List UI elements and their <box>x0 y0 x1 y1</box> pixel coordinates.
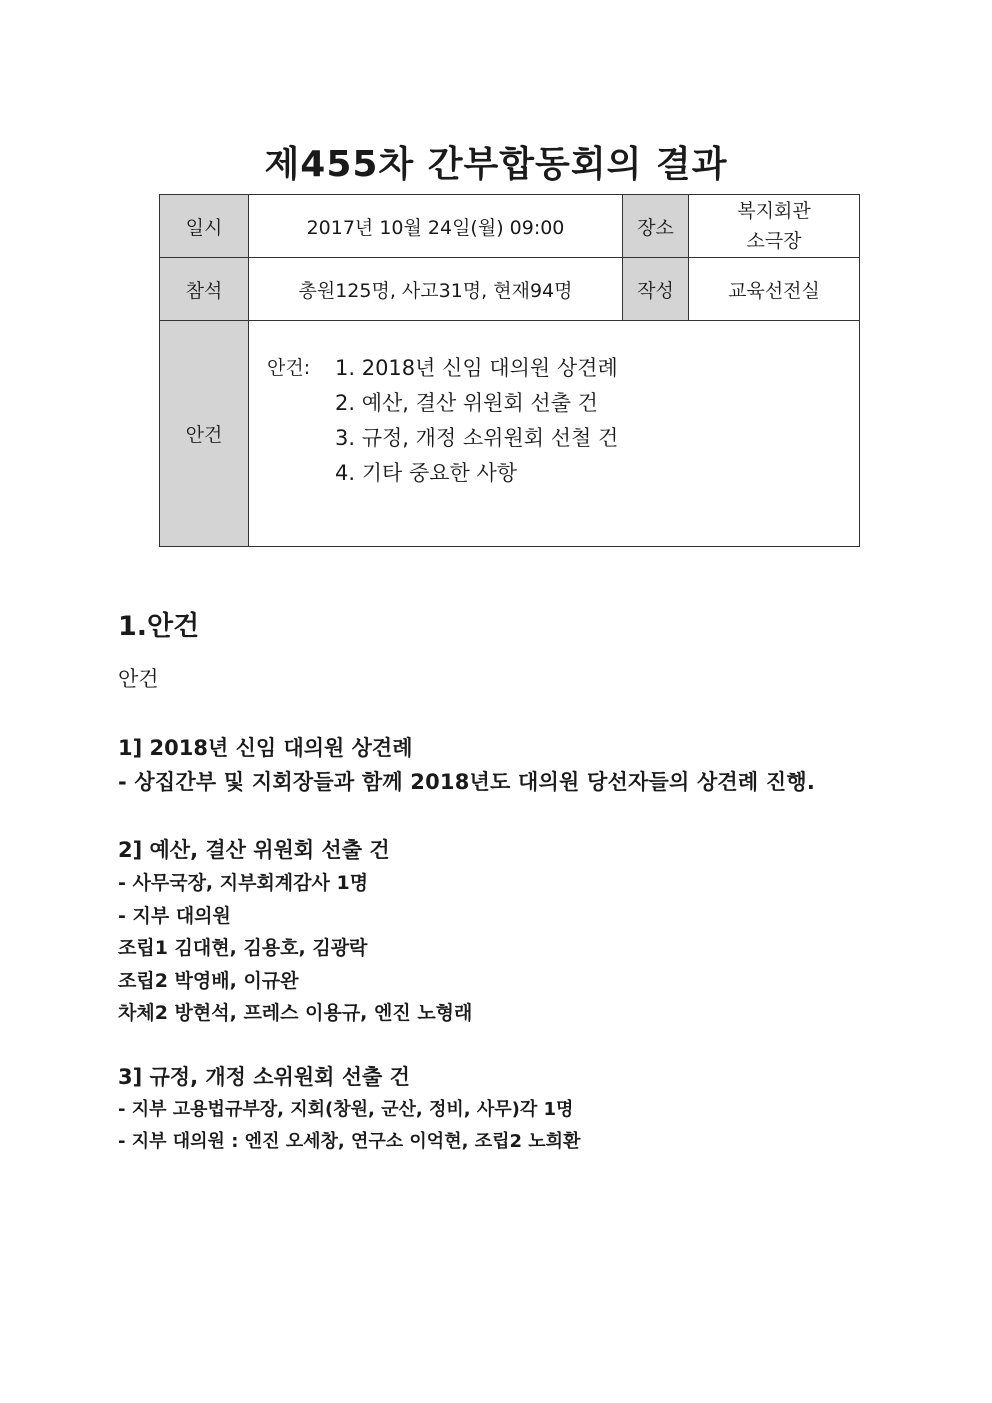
place-value <box>689 195 860 258</box>
agenda-item: 3. 규정, 개정 소위원회 선철 건 <box>335 426 619 450</box>
section-subheading: 안건 <box>118 667 159 691</box>
place-label: 장소 <box>623 195 689 258</box>
date-label: 일시 <box>160 195 249 258</box>
agenda-detail-heading: 1] 2018년 신임 대의원 상견례 <box>118 736 413 760</box>
table-row-date-place <box>160 195 860 258</box>
agenda-cell <box>249 321 860 547</box>
agenda-detail-1 <box>118 731 918 799</box>
agenda-detail-line: 조립2 박영배, 이규완 <box>118 969 299 992</box>
agenda-detail-line: 조립1 김대현, 김용호, 김광락 <box>118 937 368 959</box>
table-row-agenda <box>160 321 860 547</box>
date-value: 2017년 10월 24일(월) 09:00 <box>249 195 623 258</box>
agenda-item: 2. 예산, 결산 위원회 선출 건 <box>335 391 598 415</box>
agenda-detail-heading: 2] 예산, 결산 위원회 선출 건 <box>118 838 390 862</box>
agenda-item: 1. 2018년 신임 대의원 상견례 <box>335 356 618 380</box>
table-row-attendance-author <box>160 258 860 321</box>
agenda-detail-2 <box>118 833 918 1030</box>
section-heading: 1.안건 <box>118 611 200 642</box>
attendance-value: 총원125명, 사고31명, 현재94명 <box>249 258 623 321</box>
place-value-line2: 소극장 <box>746 230 802 252</box>
meeting-info-table <box>159 194 860 547</box>
agenda-item: 4. 기타 중요한 사항 <box>335 461 518 485</box>
agenda-detail-line: 차체2 방현석, 프레스 이용규, 엔진 노형래 <box>118 1002 473 1024</box>
agenda-detail-heading: 3] 규정, 개정 소위원회 선출 건 <box>118 1065 410 1089</box>
agenda-detail-line: - 지부 대의원 : 엔진 오세창, 연구소 이억현, 조립2 노희환 <box>118 1131 581 1152</box>
agenda-list <box>335 351 895 491</box>
agenda-detail-line: - 지부 고용법규부장, 지회(창원, 군산, 정비, 사무)각 1명 <box>118 1099 574 1120</box>
agenda-detail-line: - 지부 대의원 <box>118 904 231 927</box>
author-label: 작성 <box>623 258 689 321</box>
agenda-label: 안건 <box>160 321 249 547</box>
document-title: 제455차 간부합동회의 결과 <box>264 144 728 185</box>
place-value-line1: 복지회관 <box>737 200 811 222</box>
agenda-detail-line: - 사무국장, 지부회계감사 1명 <box>118 872 369 894</box>
agenda-detail-3 <box>118 1060 918 1158</box>
agenda-detail-line: - 상집간부 및 지회장들과 함께 2018년도 대의원 당선자들의 상견례 진행. <box>118 770 816 794</box>
author-value: 교육선전실 <box>689 258 860 321</box>
attendance-label: 참석 <box>160 258 249 321</box>
agenda-prefix: 안건: <box>267 357 311 379</box>
